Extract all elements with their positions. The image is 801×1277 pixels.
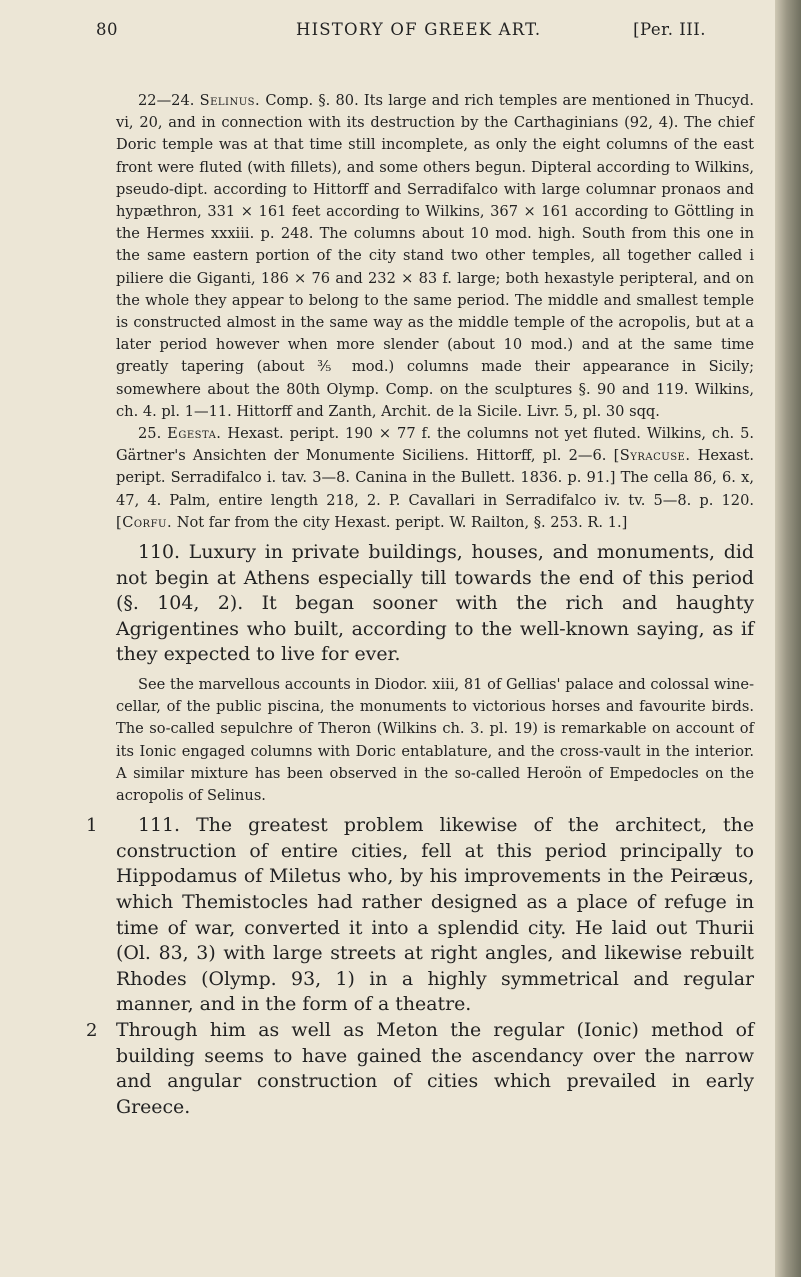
- margin-marker-2: 2: [86, 1020, 98, 1041]
- section-111-text-2: Through him as well as Meton the regular (Ionic) method of building seems to have gained the ascendancy over the narrow and angular construction of cities which prevailed in early Greece.: [116, 1019, 754, 1118]
- note-egesta: 25. Egesta. Hexast. peript. 190 × 77 f. the columns not yet fluted. Wilkins, ch. 5. Gärtner's Ansichten der Monumente Siciliens. Hittorff, pl. 2—6. [Syracuse. Hexast. peript. Serradifalco i. tav. 3—8. Canina in the Bullett. 1836. p. 91.] The cella 86, 6. x, 47, 4. Palm, entire length 218, 2. P. Cavallari in Serradifalco iv. tv. 5—8. p. 120. [Corfu. Not far from the city Hexast. peript. W. Railton, §. 253. R. 1.]: [116, 425, 754, 531]
- page-number: 80: [96, 20, 118, 39]
- section-111-part-2: [86, 1018, 754, 1120]
- page-body: [86, 90, 755, 1120]
- note-luxury: See the marvellous accounts in Diodor. xiii, 81 of Gellias' palace and colossal wine-cellar, of the public piscina, the monuments to victorious horses and favourite birds. The so-called sepulchre of Theron (Wilkins ch. 3. pl. 19) is remarkable on account of its Ionic engaged columns with Doric entablature, and the cross-vault in the interior. A similar mixture has been observed in the so-called Heroön of Empedocles on the acropolis of Selinus.: [116, 676, 754, 805]
- book-edge: [775, 0, 801, 1277]
- running-title: HISTORY OF GREEK ART.: [296, 20, 542, 39]
- running-header: [96, 14, 706, 44]
- section-111-text-1: 111. The greatest problem likewise of the architect, the construction of entire cities, fell at this period principally to Hippodamus of Miletus who, by his improvements in the Peiræus, which Themistocles had rather designed as a place of refuge in time of war, converted it into a splendid city. He laid out Thurii (Ol. 83, 3) with large streets at right angles, and likewise rebuilt Rhodes (Olymp. 93, 1) in a highly symmetrical and regular manner, and in the form of a theatre.: [116, 814, 754, 1016]
- note-selinus: 22—24. Selinus. Comp. §. 80. Its large and rich temples are mentioned in Thucyd. vi, 20, and in connection with its destruction by the Carthaginians (92, 4). The chief Doric temple was at that time still incomplete, as only the eight columns of the east front were fluted (with fillets), and some others begun. Dipteral according to Wilkins, pseudo-dipt. according to Hittorff and Serradifalco with large columnar pronaos and hypæthron, 331 × 161 feet according to Wilkins, 367 × 161 according to Göttling in the Hermes xxxiii. p. 248. The columns about 10 mod. high. South from this one in the same eastern portion of the city stand two other temples, all together called i piliere die Giganti, 186 × 76 and 232 × 83 f. large; both hexastyle peripteral, and on the whole they appear to belong to the same period. The middle and smallest temple is constructed almost in the same way as the middle temple of the acropolis, but at a later period however when more slender (about 10 mod.) and at the same time greatly tapering (about ⅗ mod.) columns made their appearance in Sicily; somewhere about the 80th Olymp. Comp. on the sculptures §. 90 and 119. Wilkins, ch. 4. pl. 1—11. Hittorff and Zanth, Archit. de la Sicile. Livr. 5, pl. 30 sqq.: [116, 92, 755, 420]
- margin-marker-1: 1: [86, 815, 98, 837]
- period-label: [Per. III.: [633, 20, 706, 39]
- section-110: 110. Luxury in private buildings, houses, and monuments, did not begin at Athens especially till towards the end of this period (§. 104, 2). It began sooner with the rich and haughty Agrigentines who built, according to the well-known saying, as if they expected to live for ever.: [116, 541, 754, 666]
- section-111: [86, 813, 754, 1018]
